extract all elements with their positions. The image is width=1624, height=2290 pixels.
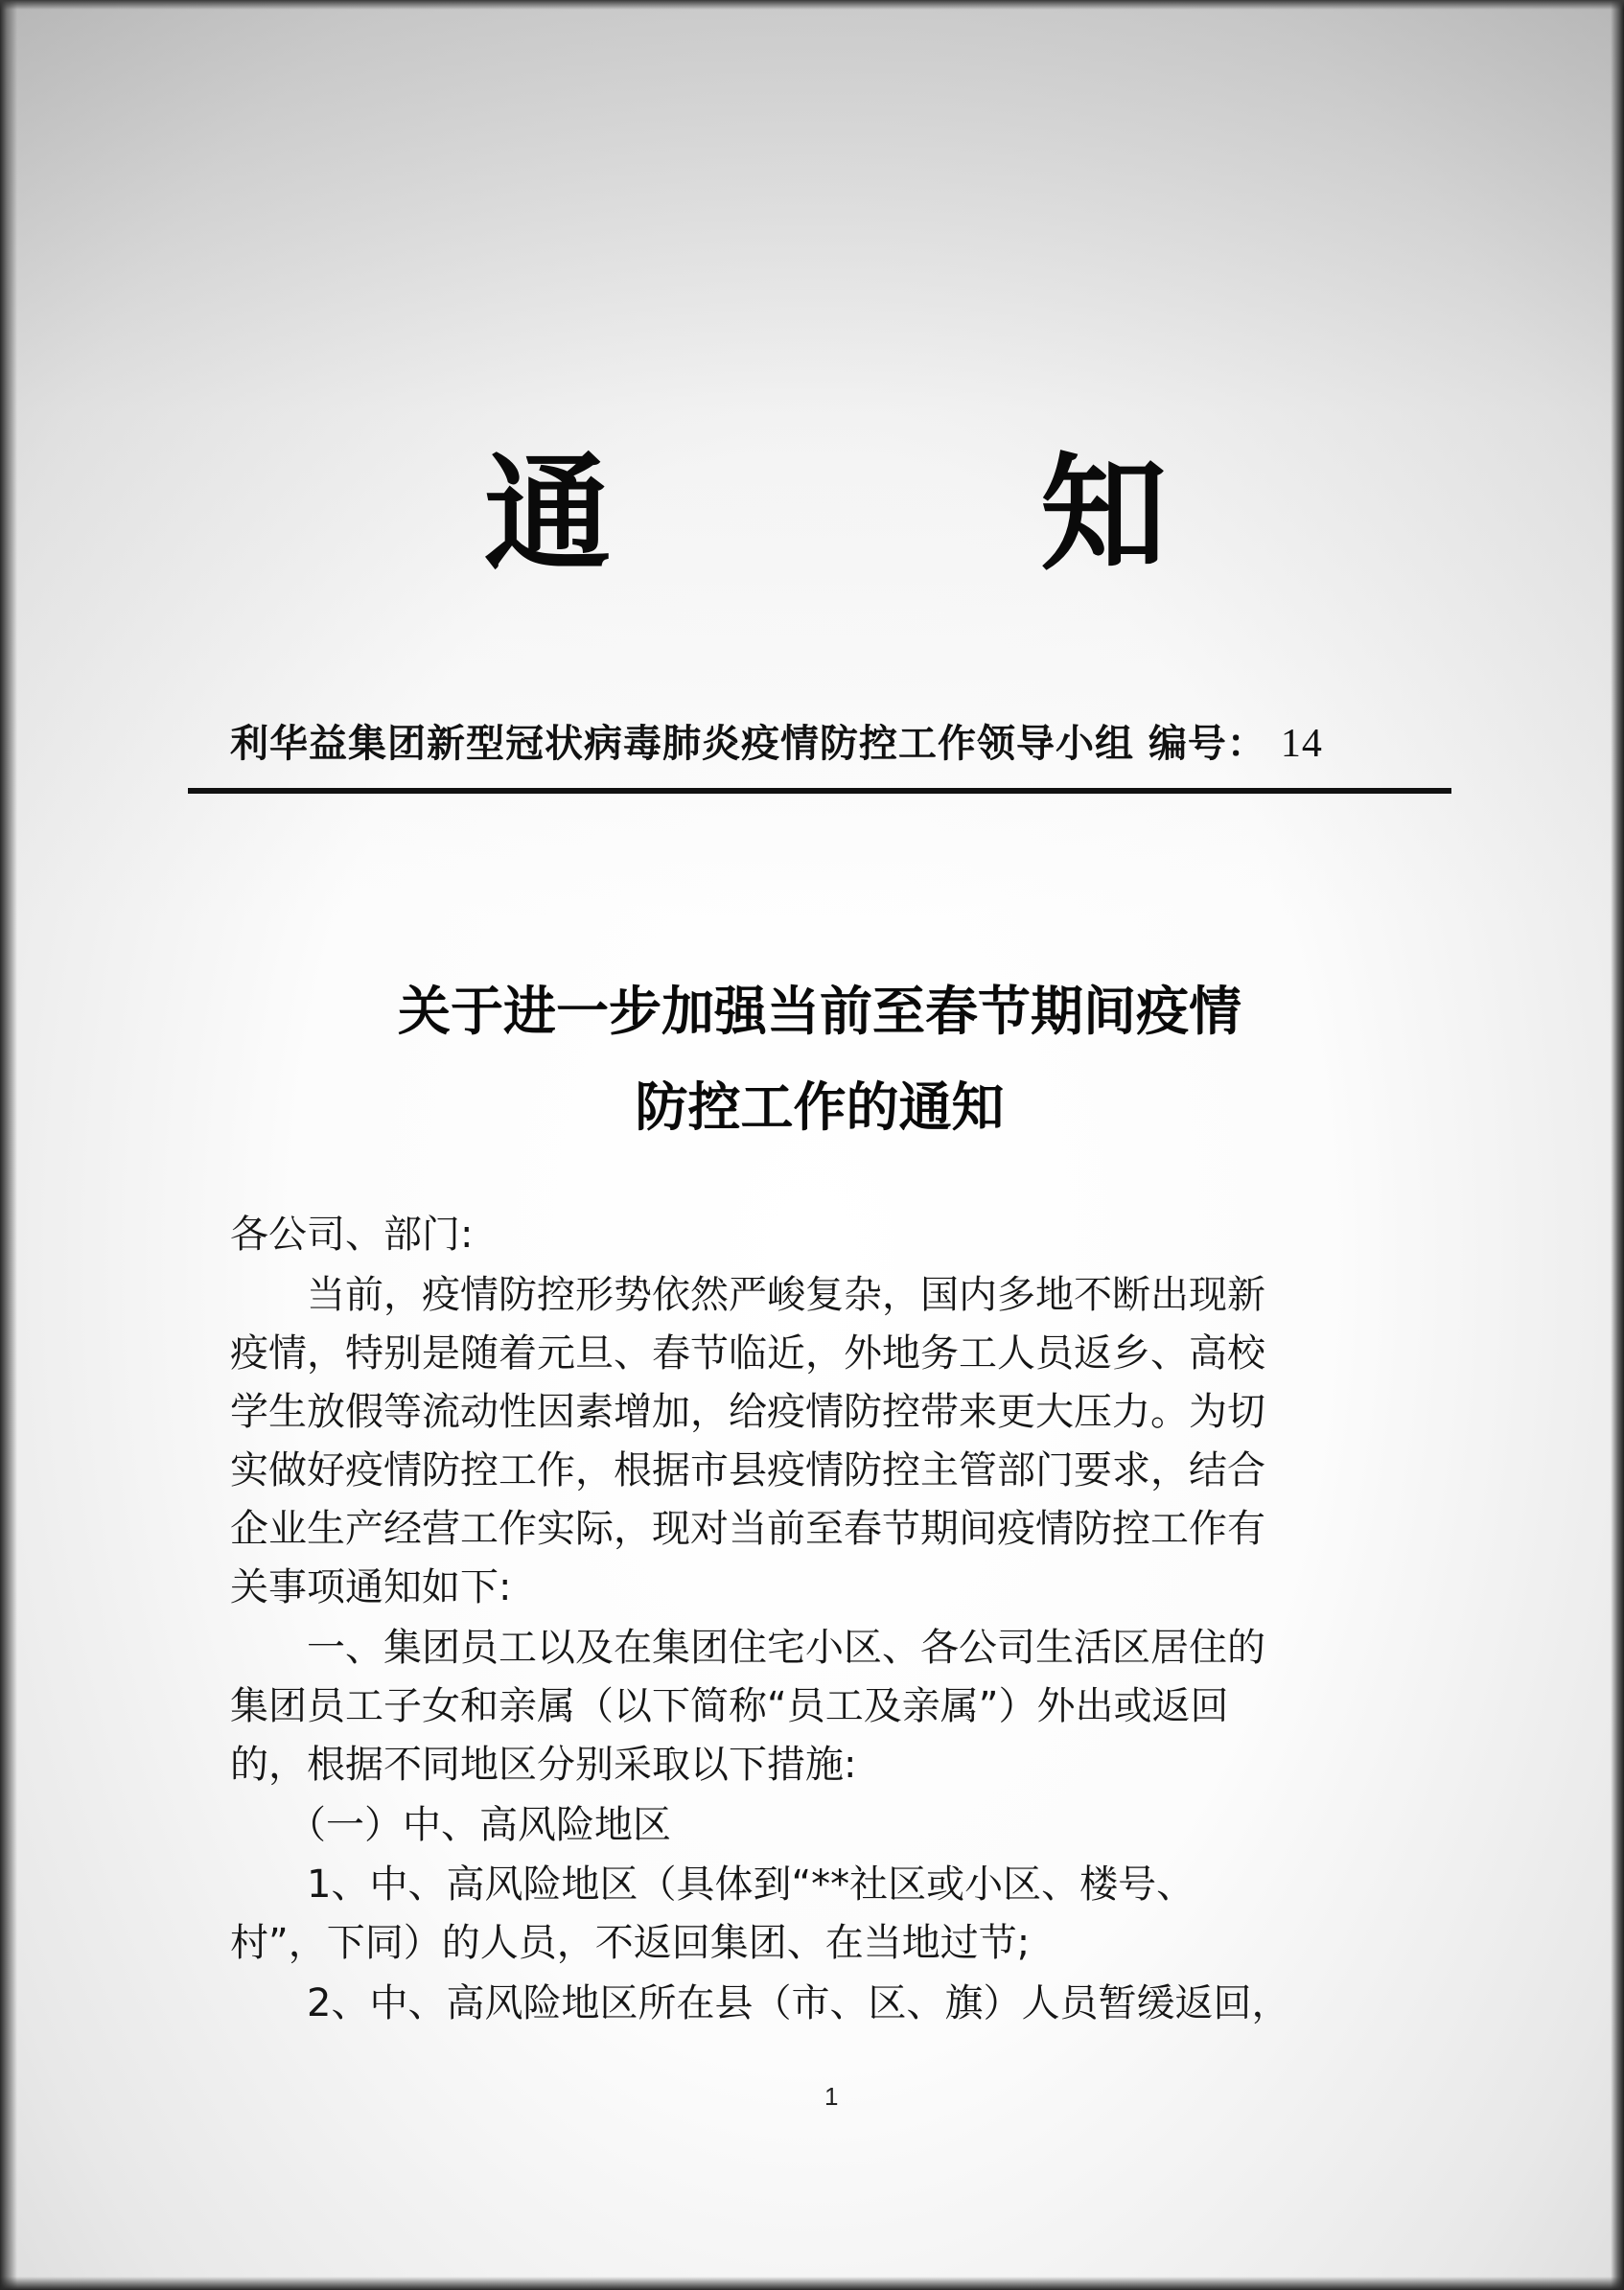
notice-heading-char-right: 知 — [1040, 445, 1167, 586]
body-line: 当前，疫情防控形势依然严峻复杂，国内多地不断出现新 — [230, 1273, 1265, 1317]
document-title-line-2: 防控工作的通知 — [635, 1076, 1005, 1138]
body-line: 1、中、高风险地区（具体到“**社区或小区、楼号、 — [230, 1862, 1195, 1907]
issuer-line — [230, 717, 1448, 771]
body-line: 关事项通知如下: — [230, 1565, 512, 1609]
scan-edge-top — [0, 0, 1624, 10]
notice-heading-char-left: 通 — [484, 445, 611, 586]
body-line: 一、集团员工以及在集团住宅小区、各公司生活区居住的 — [230, 1626, 1265, 1670]
body-line: 学生放假等流动性因素增加，给疫情防控带来更大压力。为切 — [230, 1390, 1265, 1434]
body-line: 各公司、部门: — [230, 1213, 474, 1257]
body-line: 疫情，特别是随着元旦、春节临近，外地务工人员返乡、高校 — [230, 1331, 1265, 1376]
body-line: （一）中、高风险地区 — [230, 1803, 671, 1847]
issuer-name: 利华益集团新型冠状病毒肺炎疫情防控工作领导小组 — [230, 722, 1134, 766]
header-rule — [188, 788, 1451, 794]
body-line: 集团员工子女和亲属（以下简称“员工及亲属”）外出或返回 — [230, 1684, 1229, 1728]
scan-edge-left — [0, 0, 17, 2290]
document-title-line-1: 关于进一步加强当前至春节期间疫情 — [397, 980, 1241, 1042]
body-line: 2、中、高风险地区所在县（市、区、旗）人员暂缓返回， — [230, 1981, 1290, 2025]
body-line: 的，根据不同地区分别采取以下措施: — [230, 1743, 857, 1787]
body-line: 企业生产经营工作实际，现对当前至春节期间疫情防控工作有 — [230, 1507, 1265, 1551]
scan-edge-bottom — [0, 2277, 1624, 2290]
issue-number-value: 14 — [1280, 722, 1323, 766]
page-number: 1 — [824, 2082, 839, 2111]
issue-number-label: 编号： — [1148, 722, 1266, 766]
body-line: 村”，下同）的人员，不返回集团、在当地过节; — [230, 1921, 1031, 1965]
scan-edge-right — [1611, 0, 1624, 2290]
body-line: 实做好疫情防控工作，根据市县疫情防控主管部门要求，结合 — [230, 1448, 1265, 1492]
